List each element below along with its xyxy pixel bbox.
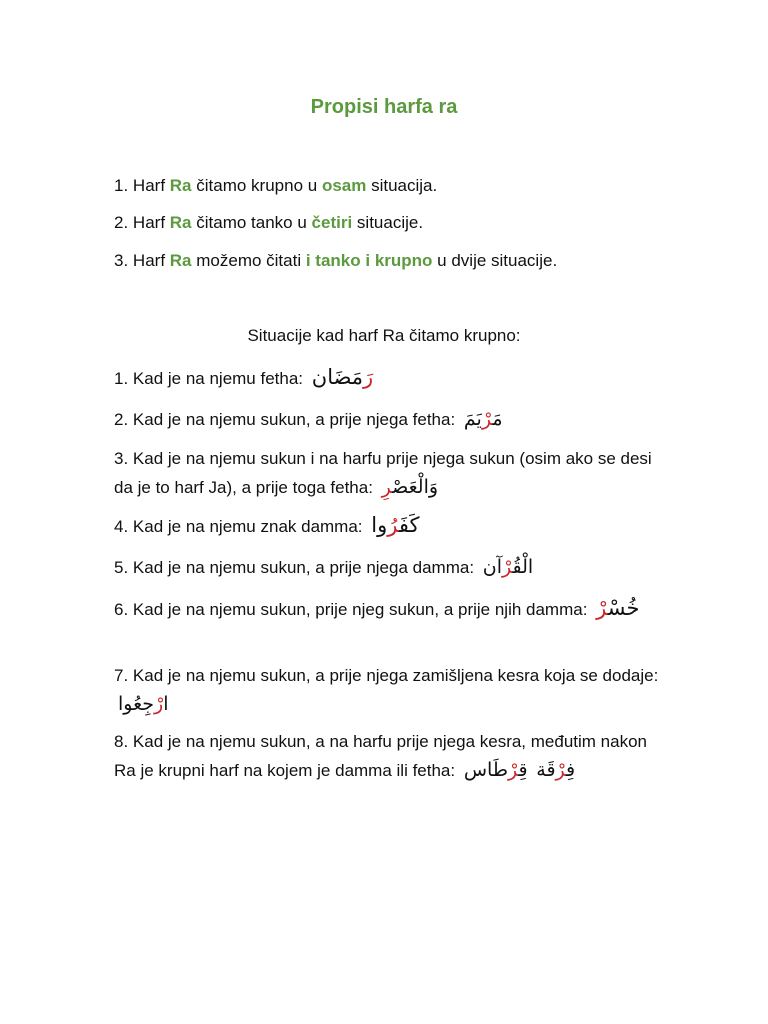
intro-line-3: 3. Harf Ra možemo čitati i tanko i krupno u dvije situacije. <box>114 251 558 270</box>
arabic-example: مَرْيَمَ <box>463 408 503 430</box>
rule-7: 7. Kad je na njemu sukun, a prije njega zamišljena kesra koja se dodaje: ارْجِعُوا <box>114 661 659 719</box>
page-title: Propisi harfa ra <box>310 96 458 118</box>
arabic-example: كَفَرُوا <box>371 513 420 537</box>
arabic-example-2: فِرْقَة <box>536 759 576 781</box>
arabic-example: قِرْطَاس <box>463 759 528 781</box>
rule-4: 4. Kad je na njemu znak damma: كَفَرُوا <box>114 513 420 537</box>
arabic-example: الْقُرْآن <box>482 556 534 578</box>
arabic-example: خُسْرْ <box>596 596 640 620</box>
subheading: Situacije kad harf Ra čitamo krupno: <box>247 326 521 345</box>
rule-2: 2. Kad je na njemu sukun, a prije njega fetha: مَرْيَمَ <box>114 406 659 433</box>
rule-3: 3. Kad je na njemu sukun i na harfu prije njega sukun (osim ako se desi da je to harf Ja), a prije toga fetha: وَالْعَصْرِ <box>114 444 659 502</box>
arabic-example: ارْجِعُوا <box>118 693 169 715</box>
arabic-example: رَمَضَان <box>311 365 374 389</box>
arabic-example: وَالْعَصْرِ <box>381 476 439 498</box>
intro-line-2: 2. Harf Ra čitamo tanko u četiri situacije. <box>114 213 424 232</box>
intro-line-1: 1. Harf Ra čitamo krupno u osam situacija. <box>114 176 438 195</box>
rule-5: 5. Kad je na njemu sukun, a prije njega damma: الْقُرْآن <box>114 554 659 581</box>
rule-1: 1. Kad je na njemu fetha: رَمَضَان <box>114 365 374 389</box>
rule-6: 6. Kad je na njemu sukun, prije njeg sukun, a prije njih damma: خُسْرْ <box>114 594 659 624</box>
rule-8: 8. Kad je na njemu sukun, a na harfu prije njega kesra, međutim nakon Ra je krupni harf na kojem je damma ili fetha: قِرْطَاس فِرْقَة <box>114 727 659 785</box>
